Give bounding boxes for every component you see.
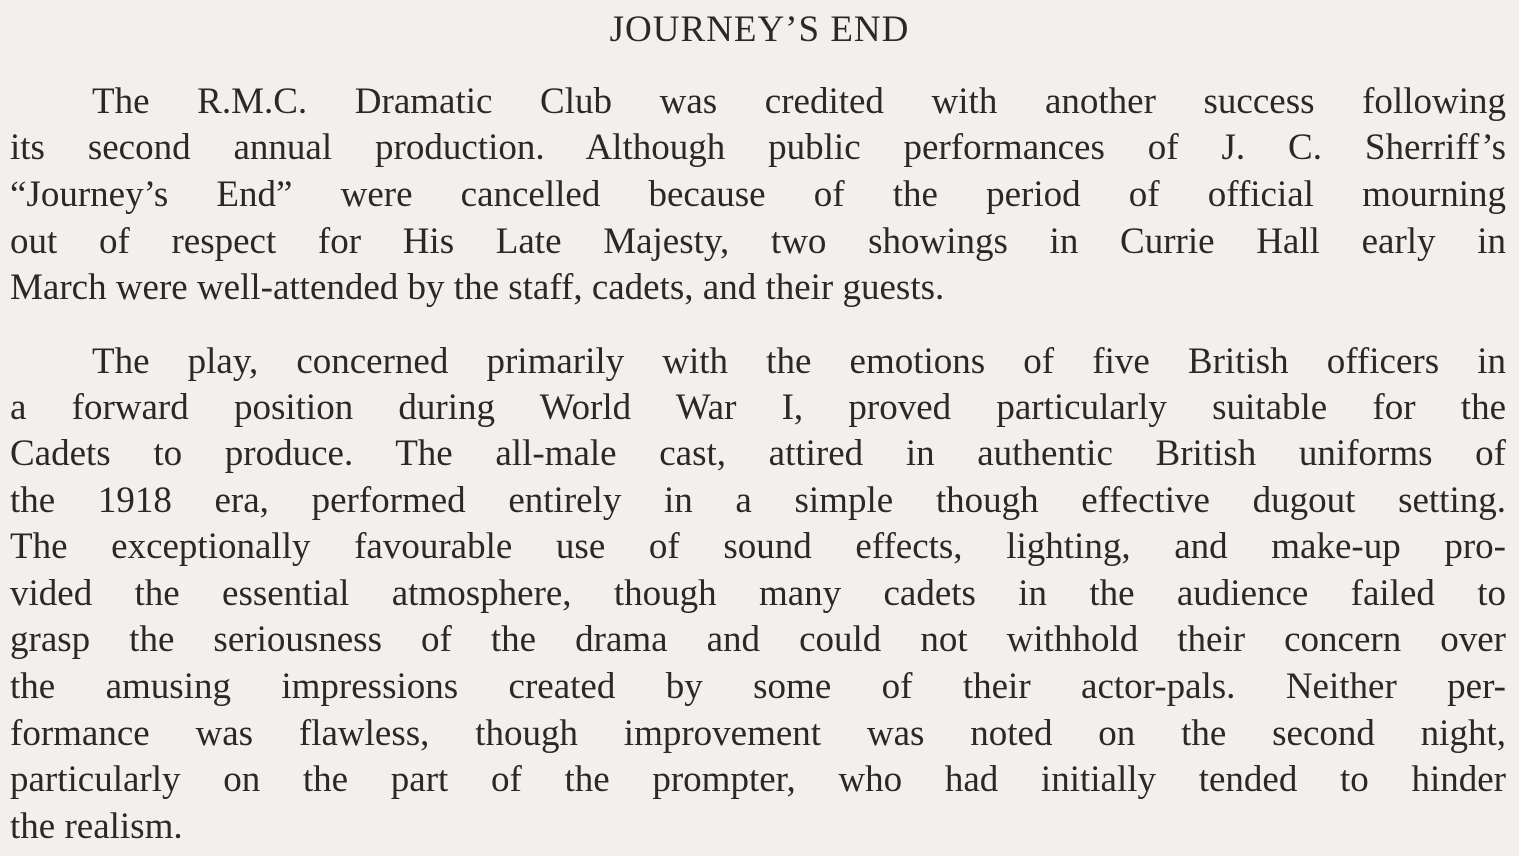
paragraph-2-line-10: particularly on the part of the prompter, who had initially tended to hinder [10, 759, 1506, 800]
paragraph-2-line-9: formance was flawless, though improvement was noted on the second night, [10, 713, 1506, 754]
paragraph-2-line-2: a forward position during World War I, proved particularly suitable for the [10, 387, 1506, 428]
paragraph-1-line-5: March were well-attended by the staff, cadets, and their guests. [10, 267, 945, 308]
paragraph-1-line-4: out of respect for His Late Majesty, two showings in Currie Hall early in [10, 221, 1506, 262]
paragraph-2-line-4: the 1918 era, performed entirely in a simple though effective dugout setting. [10, 480, 1506, 521]
paragraph-1-line-1: The R.M.C. Dramatic Club was credited with another success following [92, 81, 1506, 122]
paragraph-2-line-11: the realism. [10, 806, 183, 847]
paragraph-2-line-5: The exceptionally favourable use of sound effects, lighting, and make-up pro- [10, 526, 1506, 567]
paragraph-1-line-3: “Journey’s End” were cancelled because of the period of official mourning [10, 174, 1506, 215]
paragraph-2-line-3: Cadets to produce. The all-male cast, attired in authentic British uniforms of [10, 433, 1506, 474]
paragraph-2-line-1: The play, concerned primarily with the emotions of five British officers in [92, 341, 1506, 382]
paragraph-1-line-2: its second annual production. Although public performances of J. C. Sherriff’s [10, 127, 1506, 168]
paragraph-2-line-7: grasp the seriousness of the drama and could not withhold their concern over [10, 619, 1506, 660]
paragraph-2-line-6: vided the essential atmosphere, though many cadets in the audience failed to [10, 573, 1506, 614]
paragraph-2-line-8: the amusing impressions created by some of their actor-pals. Neither per- [10, 666, 1506, 707]
article-title: JOURNEY’S END [609, 9, 910, 50]
